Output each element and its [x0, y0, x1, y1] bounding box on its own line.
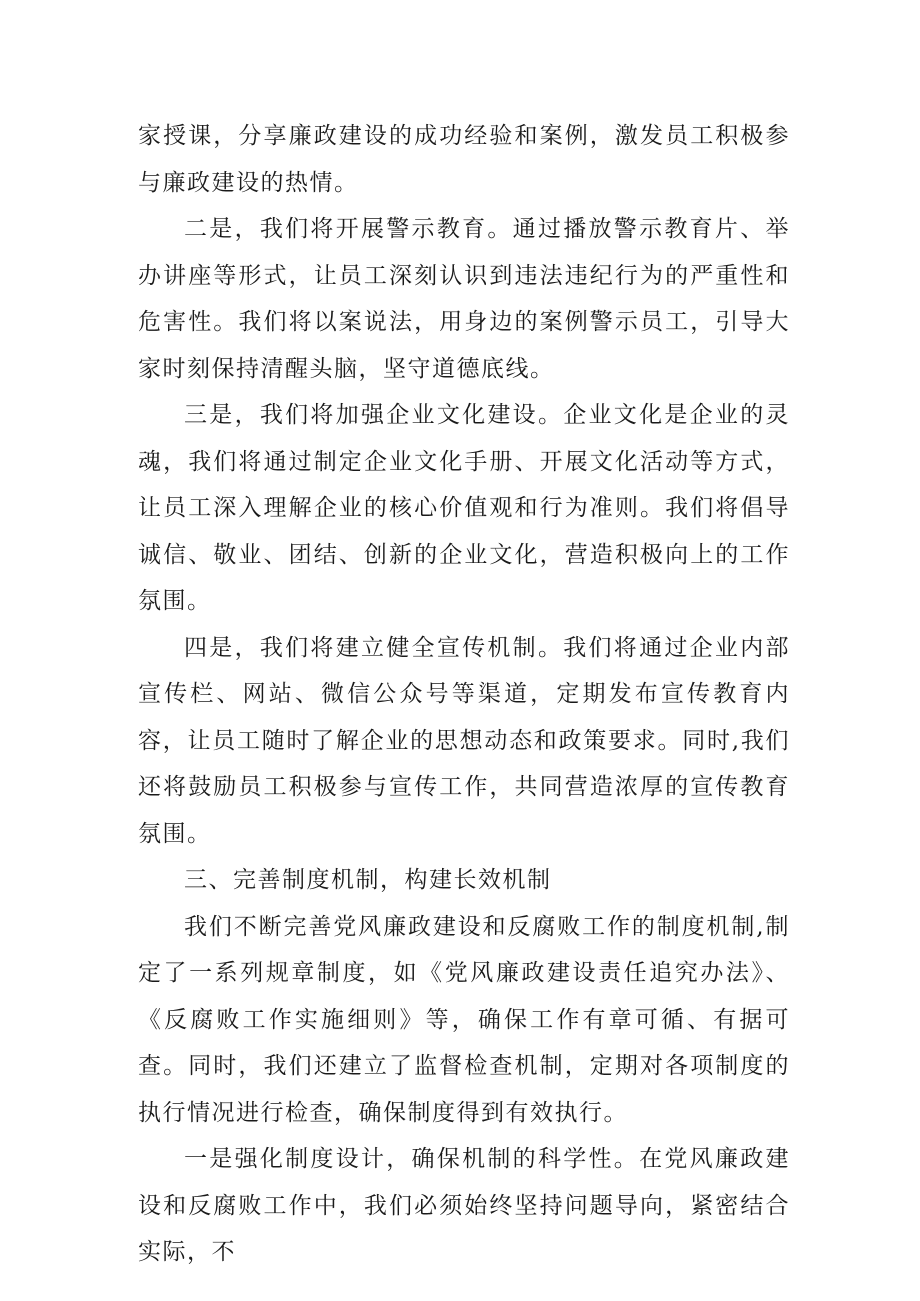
paragraph-publicity-mechanism: 四是，我们将建立健全宣传机制。我们将通过企业内部宣传栏、网站、微信公众号等渠道，定期发布宣传教育内容，让员工随时了解企业的思想动态和政策要求。同时,我们还将鼓励员工积极参与宣传工作，共同营造浓厚的宣传教育氛围。	[138, 634, 790, 847]
document-body	[138, 113, 790, 1276]
paragraph-system-design: 一是强化制度设计，确保机制的科学性。在党风廉政建设和反腐败工作中，我们必须始终坚持问题导向，紧密结合实际，不	[138, 1146, 790, 1265]
paragraph-corporate-culture: 三是，我们将加强企业文化建设。企业文化是企业的灵魂，我们将通过制定企业文化手册、开展文化活动等方式，让员工深入理解企业的核心价值观和行为准则。我们将倡导诚信、敬业、团结、创新的企业文化，营造积极向上的工作氛围。	[138, 402, 790, 614]
paragraph-system-mechanism: 我们不断完善党风廉政建设和反腐败工作的制度机制,制定了一系列规章制度，如《党风廉政建设责任追究办法》、《反腐败工作实施细则》等，确保工作有章可循、有据可查。同时，我们还建立了监督检查机制，定期对各项制度的执行情况进行检查，确保制度得到有效执行。	[138, 913, 790, 1126]
paragraph-warning-education: 二是，我们将开展警示教育。通过播放警示教育片、举办讲座等形式，让员工深刻认识到违法违纪行为的严重性和危害性。我们将以案说法，用身边的案例警示员工，引导大家时刻保持清醒头脑，坚守道德底线。	[138, 216, 790, 382]
section-heading: 三、完善制度机制，构建长效机制	[184, 867, 552, 893]
paragraph-continuation: 家授课，分享廉政建设的成功经验和案例，激发员工积极参与廉政建设的热情。	[138, 123, 790, 196]
